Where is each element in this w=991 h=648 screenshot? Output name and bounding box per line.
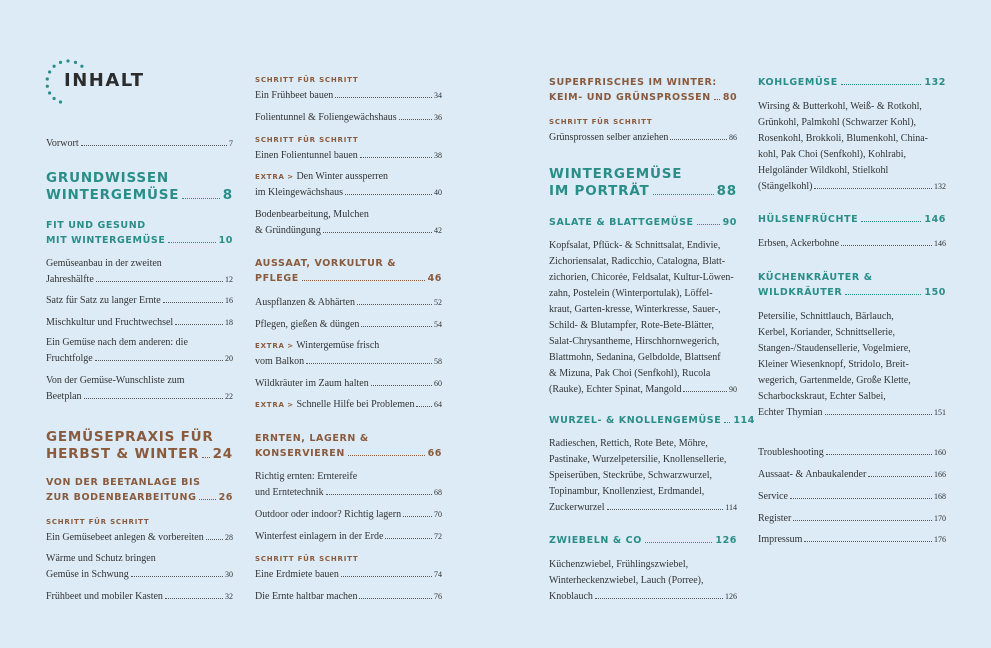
toc-entry[interactable]: Gemüseanbau in der zweiten Jahreshälfte 12: [46, 258, 233, 285]
toc-entry[interactable]: Impressum 176: [758, 534, 946, 545]
subsection-heading-ernten[interactable]: ERNTEN, LAGERN & KONSERVIEREN 66: [255, 433, 442, 459]
subsection-heading-superfrisches[interactable]: SUPERFRISCHES IM WINTER: KEIM- UND GRÜNSPROSSEN 80: [549, 77, 738, 103]
subsection-heading-fit-und-gesund[interactable]: FIT UND GESUND MIT WINTERGEMÜSE 10: [46, 220, 233, 246]
subsection-heading-salate[interactable]: SALATE & BLATTGEMÜSE 90: [549, 217, 737, 228]
toc-entry[interactable]: Von der Gemüse-Wunschliste zum Beetplan 22: [46, 375, 233, 402]
toc-entry-kraeuter[interactable]: Petersilie, Schnittlauch, Bärlauch, Kerbel, Koriander, Schnittsellerie, Stangen-/Staudensellerie, Vogelmiere, Kleiner Wiesenknopf, Stridolo, Breit- wegerich, Gartenmelde, Große Klette, Scharbockskraut, Echter Salbei, Echter Thymian 151: [758, 311, 946, 418]
toc-entry-zwiebeln[interactable]: Küchenzwiebel, Frühlingszwiebel, Winterheckenzwiebel, Lauch (Porree), Knoblauch 126: [549, 559, 737, 602]
step-by-step-label: SCHRITT FÜR SCHRITT: [255, 136, 359, 144]
toc-entry[interactable]: Grünsprossen selber anziehen 86: [549, 132, 737, 143]
toc-entry-vorwort[interactable]: Vorwort 7: [46, 138, 233, 149]
section-heading-gemuesepraxis[interactable]: GEMÜSEPRAXIS FÜR HERBST & WINTER 24: [46, 429, 233, 462]
toc-entry-kohlgemuese[interactable]: Wirsing & Butterkohl, Weiß- & Rotkohl, Grünkohl, Palmkohl (Schwarzer Kohl), Rosenkohl, Brokkoli, Blumenkohl, China- kohl, Pak Choi (Senfkohl), Kohlrabi, Helgoländer Wildkohl, Stielkohl (Stängelkohl) 132: [758, 101, 946, 192]
toc-entry[interactable]: Service 168: [758, 491, 946, 502]
toc-entry[interactable]: Winterfest einlagern in der Erde 72: [255, 531, 442, 542]
subsection-heading-kohlgemuese[interactable]: KOHLGEMÜSE 132: [758, 77, 946, 88]
toc-entry-wurzelgemuese[interactable]: Radieschen, Rettich, Rote Bete, Möhre, Pastinake, Wurzelpetersilie, Knollensellerie, Speiserüben, Steckrübe, Schwarzwurzel, Topinambur, Knollenziest, Erdmandel, Zuckerwurzel 114: [549, 438, 737, 513]
step-by-step-label: SCHRITT FÜR SCHRITT: [255, 76, 359, 84]
toc-entry-extra[interactable]: EXTRA > Schnelle Hilfe bei Problemen 64: [255, 399, 442, 410]
subsection-heading-beetanlage[interactable]: VON DER BEETANLAGE BIS ZUR BODENBEARBEITUNG 26: [46, 477, 233, 503]
toc-entry[interactable]: Auspflanzen & Abhärten 52: [255, 297, 442, 308]
subsection-heading-aussaat[interactable]: AUSSAAT, VORKULTUR & PFLEGE 46: [255, 258, 442, 284]
step-by-step-label: SCHRITT FÜR SCHRITT: [46, 518, 150, 526]
toc-entry-extra[interactable]: EXTRA > Wintergemüse frisch vom Balkon 58: [255, 340, 442, 367]
toc-entry[interactable]: Eine Erdmiete bauen 74: [255, 569, 442, 580]
toc-entry-extra[interactable]: EXTRA > Den Winter aussperren im Kleingewächshaus 40: [255, 171, 442, 198]
toc-entry[interactable]: Aussaat- & Anbaukalender 166: [758, 469, 946, 480]
subsection-heading-zwiebeln[interactable]: ZWIEBELN & CO 126: [549, 535, 737, 546]
toc-entry[interactable]: Register 170: [758, 513, 946, 524]
toc-entry[interactable]: Pflegen, gießen & düngen 54: [255, 319, 442, 330]
toc-entry[interactable]: Wärme und Schutz bringen Gemüse in Schwung 30: [46, 553, 233, 580]
toc-entry[interactable]: Ein Gemüse nach dem anderen: die Fruchtfolge 20: [46, 337, 233, 364]
toc-entry[interactable]: Troubleshooting 160: [758, 447, 946, 458]
subsection-heading-wurzelgemuese[interactable]: WURZEL- & KNOLLENGEMÜSE 114: [549, 415, 755, 426]
step-by-step-label: SCHRITT FÜR SCHRITT: [255, 555, 359, 563]
subsection-heading-huelsenfruechte[interactable]: HÜLSENFRÜCHTE 146: [758, 214, 946, 225]
toc-entry[interactable]: Erbsen, Ackerbohne 146: [758, 238, 946, 249]
toc-entry[interactable]: Satz für Satz zu langer Ernte 16: [46, 295, 233, 306]
toc-entry[interactable]: Folientunnel & Foliengewächshaus 36: [255, 112, 442, 123]
subsection-heading-kraeuter[interactable]: KÜCHENKRÄUTER & WILDKRÄUTER 150: [758, 272, 946, 298]
toc-entry[interactable]: Die Ernte haltbar machen 76: [255, 591, 442, 602]
toc-entry[interactable]: Outdoor oder indoor? Richtig lagern 70: [255, 509, 442, 520]
section-heading-wintergemuese-im-portraet[interactable]: WINTERGEMÜSE IM PORTRÄT 88: [549, 166, 737, 199]
toc-entry[interactable]: Frühbeet und mobiler Kasten 32: [46, 591, 233, 602]
toc-entry[interactable]: Mischkultur und Fruchtwechsel 18: [46, 317, 233, 328]
toc-entry[interactable]: Ein Frühbeet bauen 34: [255, 90, 442, 101]
toc-entry[interactable]: Richtig ernten: Erntereife und Erntetechnik 68: [255, 471, 442, 498]
toc-entry[interactable]: Bodenbearbeitung, Mulchen & Gründüngung 42: [255, 209, 442, 236]
step-by-step-label: SCHRITT FÜR SCHRITT: [549, 118, 653, 126]
section-heading-grundwissen[interactable]: GRUNDWISSEN WINTERGEMÜSE 8: [46, 170, 233, 203]
toc-entry[interactable]: Wildkräuter im Zaum halten 60: [255, 378, 442, 389]
toc-entry[interactable]: Ein Gemüsebeet anlegen & vorbereiten 28: [46, 532, 233, 543]
toc-entry[interactable]: Einen Folientunnel bauen 38: [255, 150, 442, 161]
page-title: INHALT: [64, 70, 145, 91]
toc-entry-salate[interactable]: Kopfsalat, Pflück- & Schnittsalat, Endivie, Zichoriensalat, Radicchio, Catalogna, Blatt- zichorien, Chicorée, Feldsalat, Kultur-Löwen- zahn, Postelein (Winterportulak), Löffel- kraut, Garten-kresse, Winterkresse, Sauer-, Schild- & Blutampfer, Rote-Bete-Blätter, Salat-Chrysantheme, Hirschhornwegerich, Blattmohn, Sedanina, Gelbdolde, Blattsenf & Mizuna, Pak Choi (Senfkohl), Rucola (Rauke), Echter Spinat, Mangold 90: [549, 240, 737, 395]
